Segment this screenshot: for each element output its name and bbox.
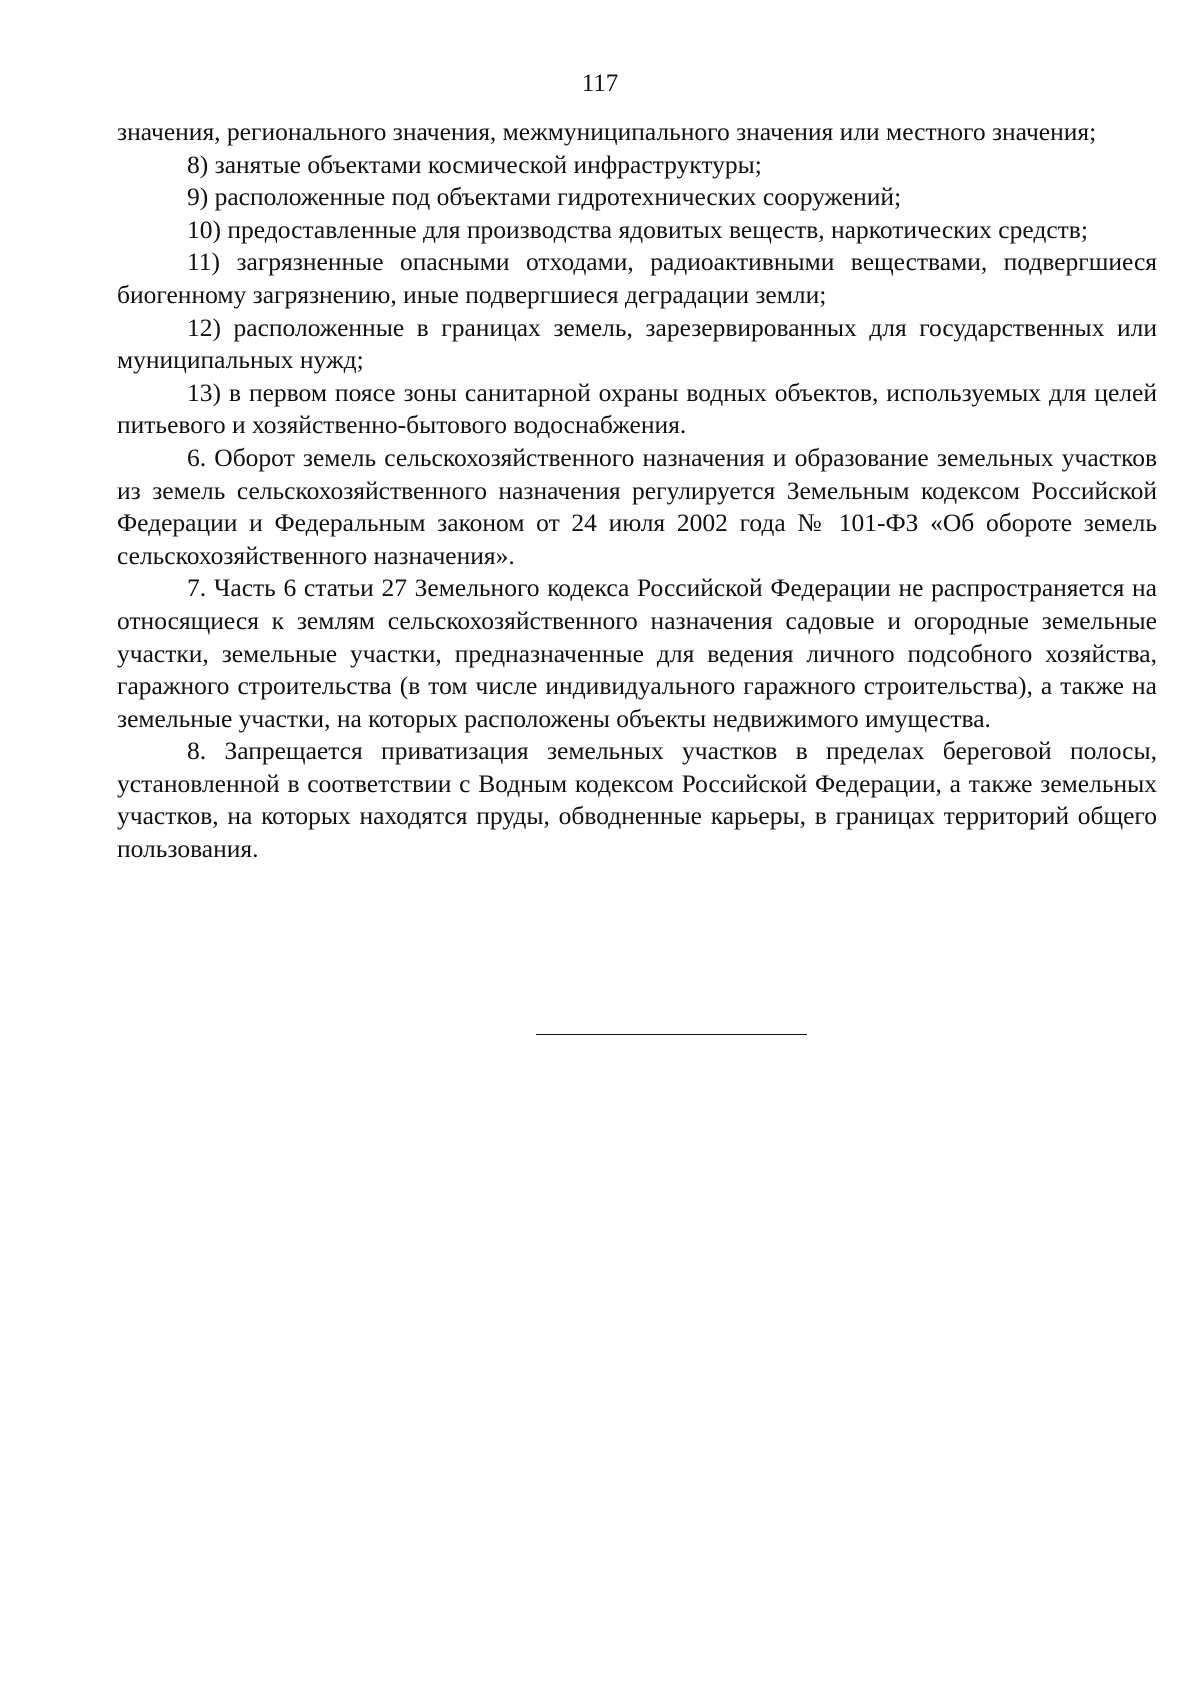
list-item-9: 9) расположенные под объектами гидротехнических сооружений; (187, 182, 902, 212)
list-item-8: 8) занятые объектами космической инфраструктуры; (187, 149, 762, 179)
paragraph-6: 6. Оборот земель сельскохозяйственного назначения и образование земельных участков из земель сельскохозяйственного назначения регулируется Земельным кодексом Российской Федерации и Федеральным законом от 24 июля 2002 года № 101-ФЗ «Об обороте земель сельскохозяйственного назначения». (117, 442, 1157, 570)
paragraph-8: 8. Запрещается приватизация земельных участков в пределах береговой полосы, установленной в соответствии с Водным кодексом Российской Федерации, а также земельных участков, на которых находятся пруды, обводненные карьеры, в границах территорий общего пользования. (117, 736, 1157, 864)
list-item-13: 13) в первом поясе зоны санитарной охраны водных объектов, используемых для целей питьевого и хозяйственно-бытового водоснабжения. (117, 377, 1157, 440)
document-body (117, 116, 1157, 866)
list-item-10: 10) предоставленные для производства ядовитых веществ, наркотических средств; (187, 214, 1088, 244)
end-separator-line (536, 1034, 807, 1035)
list-item-11: 11) загрязненные опасными отходами, радиоактивными веществами, подвергшиеся биогенному загрязнению, иные подвергшиеся деградации земли; (117, 247, 1157, 309)
paragraph-continuation: значения, регионального значения, межмуниципального значения или местного значения; (117, 117, 1097, 146)
paragraph-7: 7. Часть 6 статьи 27 Земельного кодекса Российской Федерации не распространяется на относящиеся к землям сельскохозяйственного назначения садовые и огородные земельные участки, земельные участки, предназначенные для ведения личного подсобного хозяйства, гаражного строительства (в том числе индивидуального гаражного строительства), а также на земельные участки, на которых расположены объекты недвижимого имущества. (117, 573, 1157, 733)
page-number: 117 (581, 70, 619, 97)
list-item-12: 12) расположенные в границах земель, зарезервированных для государственных или муниципальных нужд; (117, 312, 1157, 375)
